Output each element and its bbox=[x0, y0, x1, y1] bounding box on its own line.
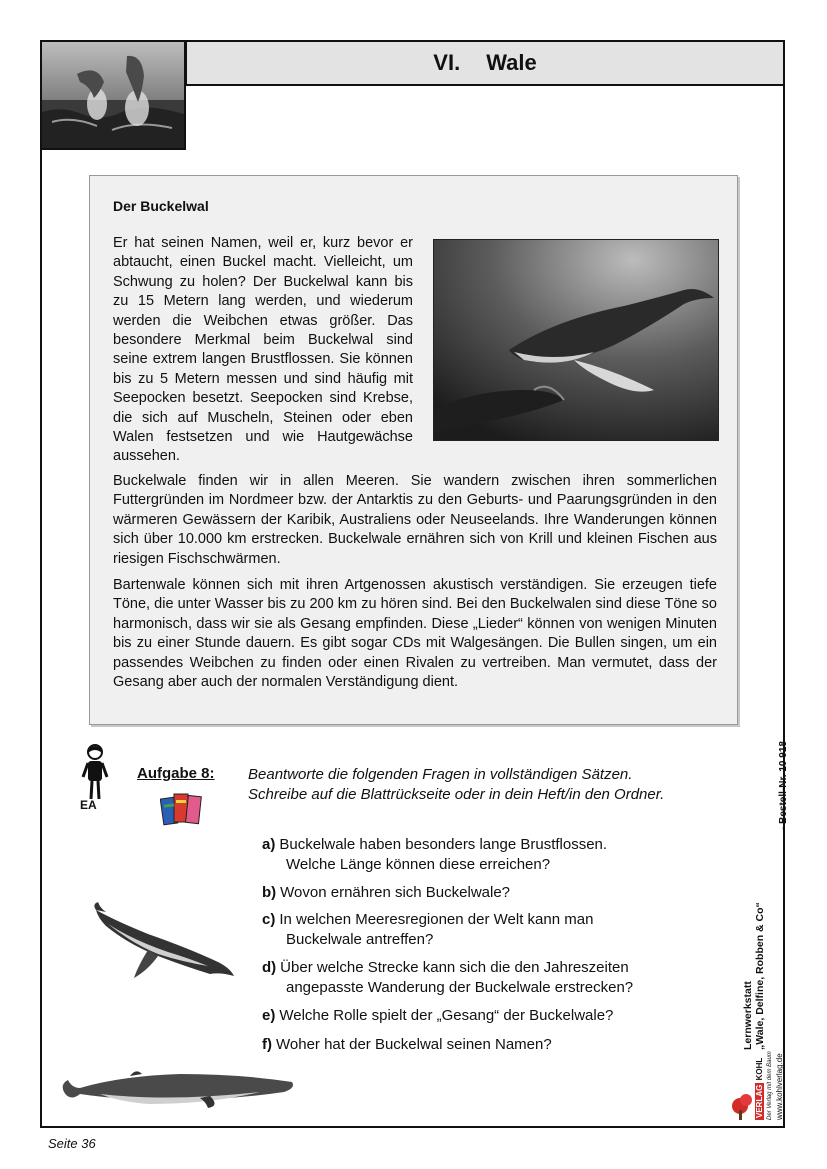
question-text: Über welche Strecke kann sich die den Jahreszeiten bbox=[280, 959, 629, 976]
question-letter: a) bbox=[262, 836, 276, 853]
humpback-whale-drawing bbox=[88, 900, 236, 984]
order-number: Bestell-Nr. 10 918 bbox=[778, 741, 789, 824]
book-title: „Wale, Delfine, Robben & Co“ bbox=[754, 902, 766, 1050]
task-instruction-line-2: Schreibe auf die Blattrückseite oder in dein Heft/in den Ordner. bbox=[248, 786, 665, 803]
humpback-whale-photo bbox=[433, 239, 719, 441]
question-e bbox=[262, 1006, 613, 1026]
question-text: Woher hat der Buckelwal seinen Namen? bbox=[276, 1036, 552, 1053]
question-d bbox=[262, 958, 633, 998]
question-letter: b) bbox=[262, 884, 277, 901]
order-number-sidebar bbox=[778, 741, 789, 830]
page-number: Seite 36 bbox=[48, 1136, 96, 1151]
task-instruction-line-1: Beantworte die folgenden Fragen in vollständigen Sätzen. bbox=[248, 766, 633, 783]
series-label: Lernwerkstatt bbox=[742, 981, 754, 1050]
header-bar bbox=[185, 40, 785, 86]
question-text: Welche Rolle spielt der „Gesang“ der Buckelwale? bbox=[279, 1007, 614, 1024]
question-text: In welchen Meeresregionen der Welt kann man bbox=[279, 911, 594, 928]
chapter-title: Wale bbox=[486, 50, 537, 75]
publisher-name: KOHL bbox=[755, 1057, 764, 1081]
article-heading: Der Buckelwal bbox=[113, 198, 209, 214]
article-box bbox=[89, 175, 738, 725]
article-paragraph-1: Er hat seinen Namen, weil er, kurz bevor er abtaucht, einen Buckel macht. Vielleicht, um Schwung zu holen? Der Buckelwal kann bis zu 15 Metern lang werden, und wiederum werden die Weibchen etwas größer. Das besondere Merkmal beim Buckelwal sind seine extrem langen Brustflossen. Sie können bis zu 5 Metern messen und sind häufig mit Seepocken besetzt. Seepocken sind Krebse, die sich auf Muscheln, Steinen oder eben Walen festsetzen und wie Hautgewächse aussehen. bbox=[113, 235, 413, 465]
question-letter: f) bbox=[262, 1036, 272, 1053]
question-text: Buckelwale haben besonders lange Brustflossen. bbox=[279, 836, 608, 853]
question-c bbox=[262, 910, 593, 950]
question-b bbox=[262, 883, 510, 903]
question-letter: e) bbox=[262, 1007, 276, 1024]
question-text-line-2: angepasste Wanderung der Buckelwale erstrecken? bbox=[286, 979, 634, 996]
publisher-url: www.kohlverlag.de bbox=[775, 1053, 784, 1120]
dolphins-photo bbox=[40, 40, 186, 150]
publisher-info bbox=[755, 1051, 784, 1120]
question-text: Wovon ernähren sich Buckelwale? bbox=[280, 884, 511, 901]
fin-whale-drawing bbox=[60, 1062, 298, 1108]
order-separator: - bbox=[778, 826, 789, 830]
books-icon bbox=[160, 790, 204, 826]
question-a bbox=[262, 835, 607, 875]
question-letter: c) bbox=[262, 911, 276, 928]
question-f bbox=[262, 1035, 552, 1055]
question-text-line-2: Welche Länge können diese erreichen? bbox=[286, 856, 551, 873]
question-letter: d) bbox=[262, 959, 277, 976]
work-mode-label: EA bbox=[80, 798, 97, 812]
publisher-slogan: Der Verlag mit dem Baum bbox=[767, 1051, 773, 1120]
question-text-line-2: Buckelwale antreffen? bbox=[286, 931, 434, 948]
chapter-number: VI. bbox=[433, 50, 461, 75]
article-paragraph-2: Buckelwale finden wir in allen Meeren. Sie wandern zwischen ihren sommerlichen Futtergründen im Nordmeer bzw. der Antarktis zu den Geburts- und Paarungsgründen in den wärmeren Gewässern der Karibik, Australiens oder Neuseelands. Ihre Wanderungen können sich über 10.000 km erstrecken. Buckelwale ernähren sich von Krill und kleinen Fischen aus riesigen Fischschwärmen. bbox=[113, 473, 717, 567]
task-instruction bbox=[248, 765, 664, 805]
person-icon bbox=[79, 743, 111, 803]
task-label: Aufgabe 8: bbox=[137, 765, 215, 782]
publisher-logo bbox=[730, 1051, 784, 1122]
page-title bbox=[433, 50, 536, 76]
article-paragraph-3: Bartenwale können sich mit ihren Artgenossen akustisch verständigen. Sie erzeugen tiefe Töne, die unter Wasser bis zu 200 km zu hören sind. Bei den Buckelwalen sind diese Töne so harmonisch, dass wir sie als Gesang empfinden. Diese „Lieder“ können von wenigen Minuten bis zu einer Stunde dauern. Es gibt sogar CDs mit Walgesängen. Die Bullen singen, um ein passendes Weibchen zu finden oder einen Rivalen zu vertreiben. Man vermutet, dass der Gesang aber auch der normalen Verständigung dient. bbox=[113, 577, 717, 691]
series-sidebar bbox=[742, 902, 766, 1050]
publisher-tag: VERLAG bbox=[755, 1084, 764, 1118]
